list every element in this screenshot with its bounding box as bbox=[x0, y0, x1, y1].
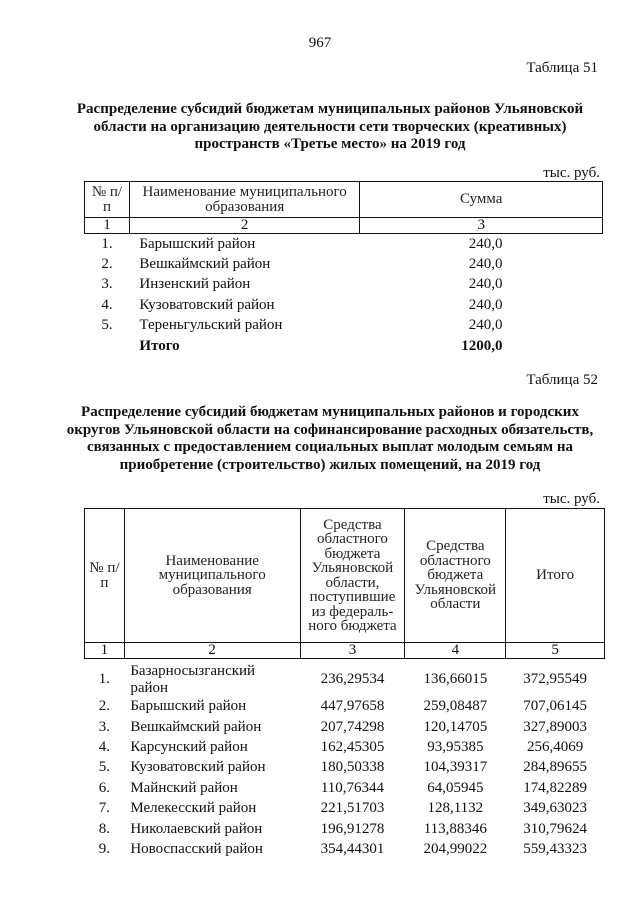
table51-header-row bbox=[85, 182, 603, 218]
row-federal-amount: 180,50338 bbox=[320, 759, 385, 776]
table52-unit: тыс. руб. bbox=[543, 491, 600, 507]
table52-label: Таблица 52 bbox=[526, 372, 598, 388]
row-name: Карсунский район bbox=[130, 738, 248, 755]
empty-cell bbox=[85, 336, 130, 356]
row-total-amount: 349,63023 bbox=[523, 800, 587, 817]
table51-unit: тыс. руб. bbox=[543, 165, 600, 181]
table52-header-num: № п/п bbox=[85, 509, 125, 643]
row-name: Вешкаймский район bbox=[139, 256, 271, 273]
table52-body bbox=[85, 663, 605, 860]
table51-col-number: 1 bbox=[85, 218, 130, 234]
row-number: 3. bbox=[98, 718, 111, 735]
row-number: 4. bbox=[98, 738, 111, 755]
row-regional-amount: 204,99022 bbox=[423, 840, 488, 857]
row-total-amount: 707,06145 bbox=[523, 698, 587, 715]
page-number: 967 bbox=[308, 35, 332, 51]
table-row bbox=[85, 234, 603, 255]
table52-column-numbers bbox=[85, 643, 605, 659]
table-row bbox=[85, 778, 605, 798]
row-name: Инзенский район bbox=[139, 276, 251, 293]
table-row bbox=[85, 819, 605, 839]
row-federal-amount: 110,76344 bbox=[320, 779, 385, 796]
row-number: 5. bbox=[101, 317, 113, 334]
row-number: 6. bbox=[98, 779, 111, 796]
row-federal-amount: 196,91278 bbox=[320, 820, 385, 837]
row-number: 8. bbox=[98, 820, 111, 837]
table52-header-total: Итого bbox=[506, 509, 605, 643]
row-federal-amount: 236,29534 bbox=[320, 671, 385, 687]
table51-column-numbers bbox=[85, 218, 603, 234]
row-number: 2. bbox=[101, 256, 113, 273]
row-name: Кузоватовский район bbox=[130, 759, 266, 776]
row-name: Николаевский район bbox=[130, 820, 263, 837]
table51-col-number: 2 bbox=[129, 218, 360, 234]
row-sum: 240,0 bbox=[468, 276, 503, 293]
row-total-amount: 559,43323 bbox=[523, 840, 587, 857]
row-total-amount: 284,89655 bbox=[523, 759, 587, 776]
table52-col-number: 1 bbox=[85, 643, 125, 659]
row-number: 5. bbox=[98, 759, 111, 776]
row-name: Базарносызганский район bbox=[130, 662, 256, 696]
table51-body bbox=[85, 234, 603, 357]
row-number: 4. bbox=[101, 296, 113, 313]
total-label: Итого bbox=[139, 337, 180, 354]
table52-col-number: 3 bbox=[300, 643, 405, 659]
row-sum: 240,0 bbox=[468, 235, 503, 252]
row-regional-amount: 136,66015 bbox=[423, 671, 488, 687]
table-row bbox=[85, 275, 603, 295]
row-federal-amount: 354,44301 bbox=[320, 840, 385, 857]
row-name: Кузоватовский район bbox=[139, 296, 275, 313]
table-row bbox=[85, 295, 603, 315]
table52-col-number: 5 bbox=[506, 643, 605, 659]
row-federal-amount: 447,97658 bbox=[320, 698, 385, 715]
total-row bbox=[85, 336, 603, 356]
row-regional-amount: 64,05945 bbox=[427, 779, 484, 796]
table-row bbox=[85, 316, 603, 336]
table52-col-number: 2 bbox=[124, 643, 300, 659]
table52-col-number: 4 bbox=[405, 643, 506, 659]
table52-header-federal: Средства областного бюджета Ульяновской области, поступившие из федераль- ного бюджета bbox=[300, 509, 405, 643]
row-regional-amount: 128,1132 bbox=[427, 800, 484, 817]
table-row bbox=[85, 254, 603, 274]
table-row bbox=[85, 663, 605, 697]
row-name: Барышский район bbox=[130, 698, 247, 715]
row-total-amount: 372,95549 bbox=[523, 671, 587, 687]
table52-header-row bbox=[85, 509, 605, 643]
row-sum: 240,0 bbox=[468, 256, 503, 273]
table51-header-name: Наименование муниципального образования bbox=[129, 182, 360, 218]
table51-title: Распределение субсидий бюджетам муниципальных районов Ульяновской области на организацию деятельности сети творческих (креативных) пространств «Третье место» на 2019 год bbox=[76, 101, 584, 152]
table52 bbox=[84, 508, 605, 860]
row-number: 2. bbox=[98, 698, 111, 715]
row-total-amount: 256,4069 bbox=[527, 738, 584, 755]
row-sum: 240,0 bbox=[468, 296, 503, 313]
row-regional-amount: 93,95385 bbox=[427, 738, 484, 755]
row-total-amount: 174,82289 bbox=[523, 779, 587, 796]
row-number: 1. bbox=[98, 671, 111, 687]
row-name: Тереньгульский район bbox=[139, 317, 283, 334]
row-federal-amount: 207,74298 bbox=[320, 718, 385, 735]
table51 bbox=[84, 181, 603, 356]
row-total-amount: 310,79624 bbox=[523, 820, 587, 837]
table-row bbox=[85, 839, 605, 859]
total-sum: 1200,0 bbox=[461, 337, 503, 354]
table51-label: Таблица 51 bbox=[526, 60, 598, 76]
table-row bbox=[85, 737, 605, 757]
row-total-amount: 327,89003 bbox=[523, 718, 587, 735]
table52-header-name: Наименование муниципального образования bbox=[124, 509, 300, 643]
row-name: Вешкаймский район bbox=[130, 718, 262, 735]
row-number: 1. bbox=[101, 235, 113, 252]
table51-header-sum: Сумма bbox=[360, 182, 603, 218]
table-row bbox=[85, 717, 605, 737]
row-name: Майнский район bbox=[130, 779, 238, 796]
table51-col-number: 3 bbox=[360, 218, 603, 234]
row-name: Мелекесский район bbox=[130, 800, 257, 817]
table52-title: Распределение субсидий бюджетам муниципальных районов и городских округов Ульяновской области на софинансирование расходных обязательств, связанных с предоставлением социальных выплат молодым семьям на приобретение (строительство) жилых помещений, на 2019 год bbox=[66, 404, 594, 473]
table52-header-regional: Средства областного бюджета Ульяновской области bbox=[405, 509, 506, 643]
row-number: 9. bbox=[98, 840, 111, 857]
table-row bbox=[85, 758, 605, 778]
row-regional-amount: 259,08487 bbox=[423, 698, 488, 715]
row-number: 3. bbox=[101, 276, 113, 293]
row-federal-amount: 162,45305 bbox=[320, 738, 385, 755]
row-federal-amount: 221,51703 bbox=[320, 800, 385, 817]
table51-header-num: № п/п bbox=[85, 182, 130, 218]
row-name: Барышский район bbox=[139, 235, 256, 252]
row-regional-amount: 120,14705 bbox=[423, 718, 488, 735]
row-regional-amount: 104,39317 bbox=[423, 759, 488, 776]
row-regional-amount: 113,88346 bbox=[423, 820, 487, 837]
row-name: Новоспасский район bbox=[130, 840, 263, 857]
table-row bbox=[85, 798, 605, 818]
table-row bbox=[85, 697, 605, 717]
row-sum: 240,0 bbox=[468, 317, 503, 334]
row-number: 7. bbox=[98, 800, 111, 817]
